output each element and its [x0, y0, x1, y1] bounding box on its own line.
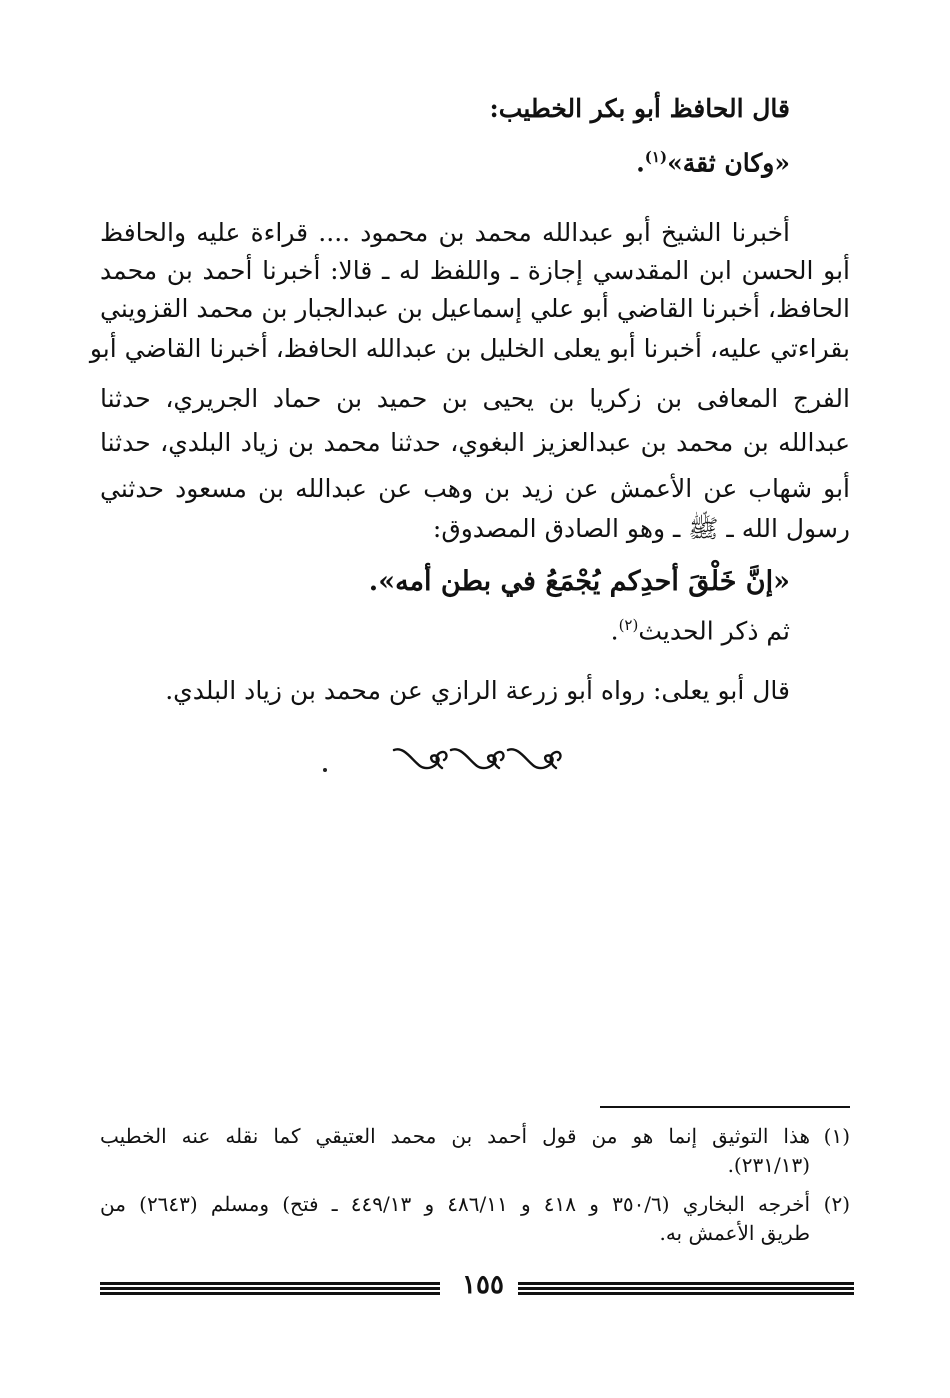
quote-period: .	[636, 148, 645, 178]
footnote-2-line-2: طريق الأعمش به.	[659, 1221, 810, 1245]
footnote-2-line-1: أخرجه البخاري (٣٥٠/٦ و ٤١٨ و ٤٨٦/١١ و ٤٤٩/١٣ ـ فتح) ومسلم (٢٦٤٣) من	[100, 1192, 811, 1216]
quote-text: «وكان ثقة»	[667, 148, 790, 178]
footnote-ref-1: (١)	[644, 148, 668, 166]
paragraph-line-1: أخبرنا الشيخ أبو عبدالله محمد بن محمود .... قراءة عليه والحافظ	[100, 218, 790, 247]
footnote-separator	[600, 1106, 850, 1108]
footnote-1-line-1: هذا التوثيق إنما هو من قول أحمد بن محمد العتيقي كما نقله عنه الخطيب	[100, 1124, 810, 1148]
footer-rule-right	[518, 1282, 854, 1300]
footer-rule-left	[100, 1282, 440, 1300]
mention-line	[611, 616, 790, 646]
paragraph-line-2: أبو الحسن ابن المقدسي إجازة ـ واللفظ له ـ قالا: أخبرنا أحمد بن محمد	[100, 256, 850, 285]
footnote-ref-2: (٢)	[618, 616, 639, 634]
mention-text: ثم ذكر الحديث	[638, 616, 790, 646]
paragraph-line-7: أبو شهاب عن الأعمش عن زيد بن وهب عن عبدالله بن مسعود حدثني	[100, 474, 850, 503]
page-number: ١٥٥	[462, 1270, 504, 1300]
hadith-line: «إنَّ خَلْقَ أحدِكم يُجْمَعُ في بطن أمه».	[368, 566, 790, 597]
ornament-divider	[390, 742, 565, 778]
closing-line: قال أبو يعلى: رواه أبو زرعة الرازي عن محمد بن زياد البلدي.	[165, 676, 790, 705]
paragraph-line-5: الفرج المعافى بن زكريا بن يحيى بن حميد بن حماد الجريري، حدثنا	[100, 384, 850, 413]
paragraph-line-6: عبدالله بن محمد بن عبدالعزيز البغوي، حدثنا محمد بن زياد البلدي، حدثنا	[100, 428, 850, 457]
footnote-1-line-2: (٢٣١/١٣).	[727, 1153, 810, 1177]
paragraph-line-8: رسول الله ـ ﷺ ـ وهو الصادق المصدوق:	[432, 514, 850, 543]
ornament-dot	[323, 768, 327, 772]
paragraph-line-3: الحافظ، أخبرنا القاضي أبو علي إسماعيل بن عبدالجبار بن محمد القزويني	[100, 294, 850, 323]
paragraph-line-4: بقراءتي عليه، أخبرنا أبو يعلى الخليل بن عبدالله الحافظ، أخبرنا القاضي أبو	[89, 334, 850, 363]
quote-line	[636, 148, 790, 178]
mention-end: .	[610, 616, 619, 646]
speaker-line: قال الحافظ أبو بكر الخطيب:	[489, 94, 790, 123]
footnote-2-number: (٢)	[823, 1192, 850, 1216]
footnote-1-number: (١)	[823, 1124, 850, 1148]
